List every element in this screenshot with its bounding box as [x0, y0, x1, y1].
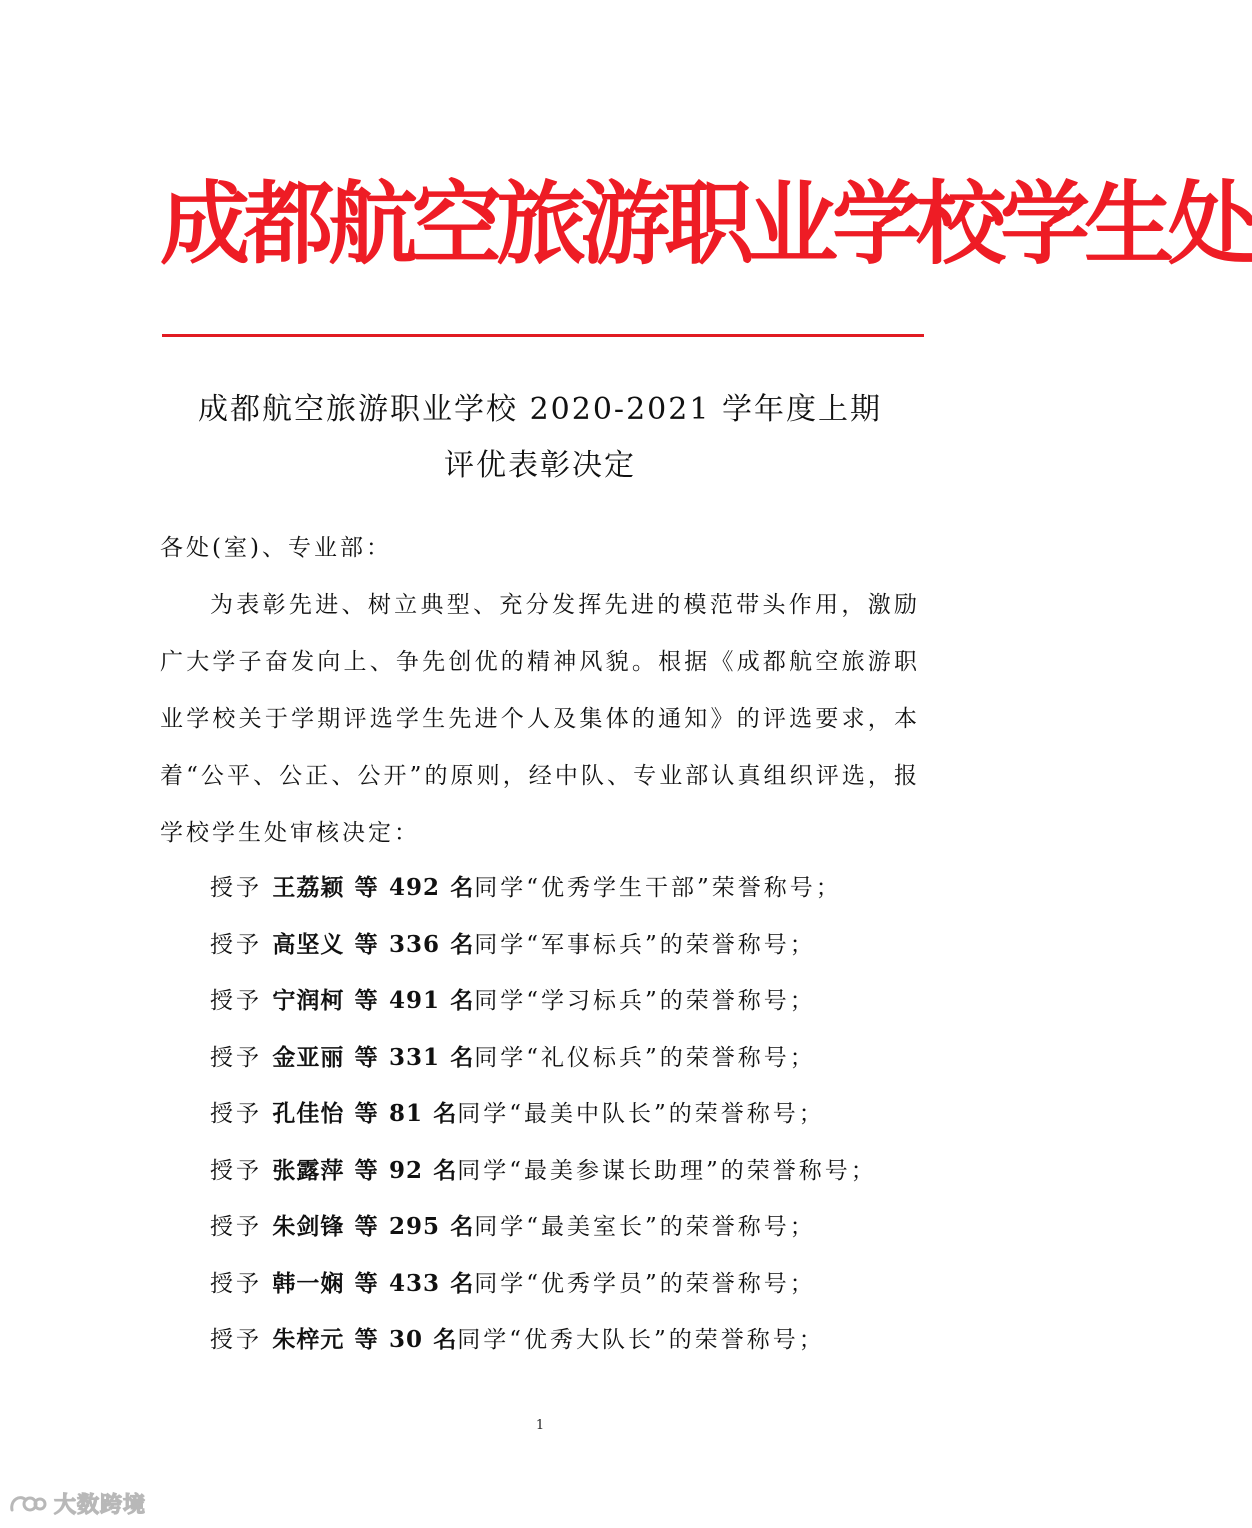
award-item [210, 973, 930, 1030]
award-deng: 等 [354, 1100, 379, 1127]
award-item [210, 1086, 930, 1143]
award-item [210, 1199, 930, 1256]
award-recipient-name: 金亚丽 [272, 1043, 345, 1071]
award-recipient-name: 高坚义 [272, 930, 345, 958]
award-recipient-name: 宁润柯 [272, 987, 345, 1014]
award-recipient-name: 王荔颖 [272, 874, 345, 901]
award-count: 492 [388, 874, 440, 901]
award-count: 491 [388, 987, 440, 1014]
award-ming: 名 [450, 1043, 475, 1071]
award-ming: 名 [450, 874, 475, 901]
award-ming: 名 [433, 1326, 458, 1353]
award-item [210, 917, 930, 974]
award-title-text: 同学“优秀学生干部”荣誉称号； [474, 875, 842, 901]
award-deng: 等 [354, 874, 379, 901]
award-recipient-name: 朱剑锋 [272, 1213, 345, 1240]
page-number: 1 [535, 1418, 545, 1433]
award-verb: 授予 [210, 1214, 262, 1240]
award-ming: 名 [433, 1100, 458, 1127]
award-count: 295 [388, 1213, 440, 1240]
award-verb: 授予 [210, 1327, 262, 1353]
award-deng: 等 [354, 1213, 379, 1240]
award-verb: 授予 [210, 875, 262, 901]
award-deng: 等 [354, 930, 379, 958]
award-count: 336 [388, 930, 440, 958]
award-title-text: 同学“最美室长”的荣誉称号； [474, 1214, 816, 1240]
award-recipient-name: 孔佳怡 [272, 1100, 345, 1127]
award-item [210, 1256, 930, 1313]
award-title-text: 同学“最美参谋长助理”的荣誉称号； [457, 1157, 877, 1184]
letterhead-title: 成都航空旅游职业学校学生处 [160, 172, 1252, 277]
watermark-logo-icon [8, 1490, 48, 1518]
intro-paragraph: 为表彰先进、树立典型、充分发挥先进的模范带头作用，激励广大学子奋发向上、争先创优的精神风貌。根据《成都航空旅游职业学校关于学期评选学生先进个人及集体的通知》的评选要求，本着“公平、公正、公开”的原则，经中队、专业部认真组织评选，报学校学生处审核决定： [160, 592, 920, 846]
award-verb: 授予 [210, 1044, 262, 1071]
salutation: 各处(室)、专业部： [160, 535, 392, 561]
award-count: 30 [388, 1326, 423, 1353]
award-count: 92 [388, 1156, 423, 1184]
document-title-line-1: 成都航空旅游职业学校 2020-2021 学年度上期 [198, 392, 882, 427]
award-item [210, 860, 930, 917]
red-divider-line [162, 334, 924, 337]
award-title-text: 同学“军事标兵”的荣誉称号； [474, 931, 816, 958]
award-verb: 授予 [210, 931, 262, 958]
award-verb: 授予 [210, 1101, 262, 1127]
award-ming: 名 [450, 930, 475, 958]
award-list [210, 860, 930, 1369]
award-verb: 授予 [210, 1270, 262, 1297]
award-deng: 等 [354, 1043, 379, 1071]
award-deng: 等 [354, 1269, 379, 1297]
award-deng: 等 [354, 1326, 379, 1353]
award-count: 81 [388, 1100, 423, 1127]
document-title-line-2: 评优表彰决定 [444, 448, 636, 483]
award-deng: 等 [354, 1156, 379, 1184]
award-title-text: 同学“优秀大队长”的荣誉称号； [457, 1327, 825, 1353]
award-ming: 名 [450, 1213, 475, 1240]
award-recipient-name: 朱梓元 [272, 1326, 345, 1353]
award-verb: 授予 [210, 988, 262, 1014]
award-deng: 等 [354, 987, 379, 1014]
watermark-text: 大数跨境 [54, 1493, 147, 1518]
award-verb: 授予 [210, 1157, 262, 1184]
award-item [210, 1030, 930, 1087]
award-recipient-name: 张露萍 [272, 1156, 345, 1184]
award-count: 331 [388, 1043, 440, 1071]
award-ming: 名 [450, 1269, 475, 1297]
award-ming: 名 [450, 987, 475, 1014]
award-title-text: 同学“最美中队长”的荣誉称号； [457, 1101, 825, 1127]
award-item [210, 1143, 930, 1200]
award-item [210, 1312, 930, 1369]
award-title-text: 同学“礼仪标兵”的荣誉称号； [474, 1044, 816, 1071]
award-ming: 名 [433, 1156, 458, 1184]
award-recipient-name: 韩一娴 [272, 1269, 345, 1297]
award-title-text: 同学“优秀学员”的荣誉称号； [474, 1270, 816, 1297]
award-title-text: 同学“学习标兵”的荣誉称号； [474, 988, 816, 1014]
watermark [8, 1488, 146, 1519]
award-count: 433 [388, 1269, 440, 1297]
